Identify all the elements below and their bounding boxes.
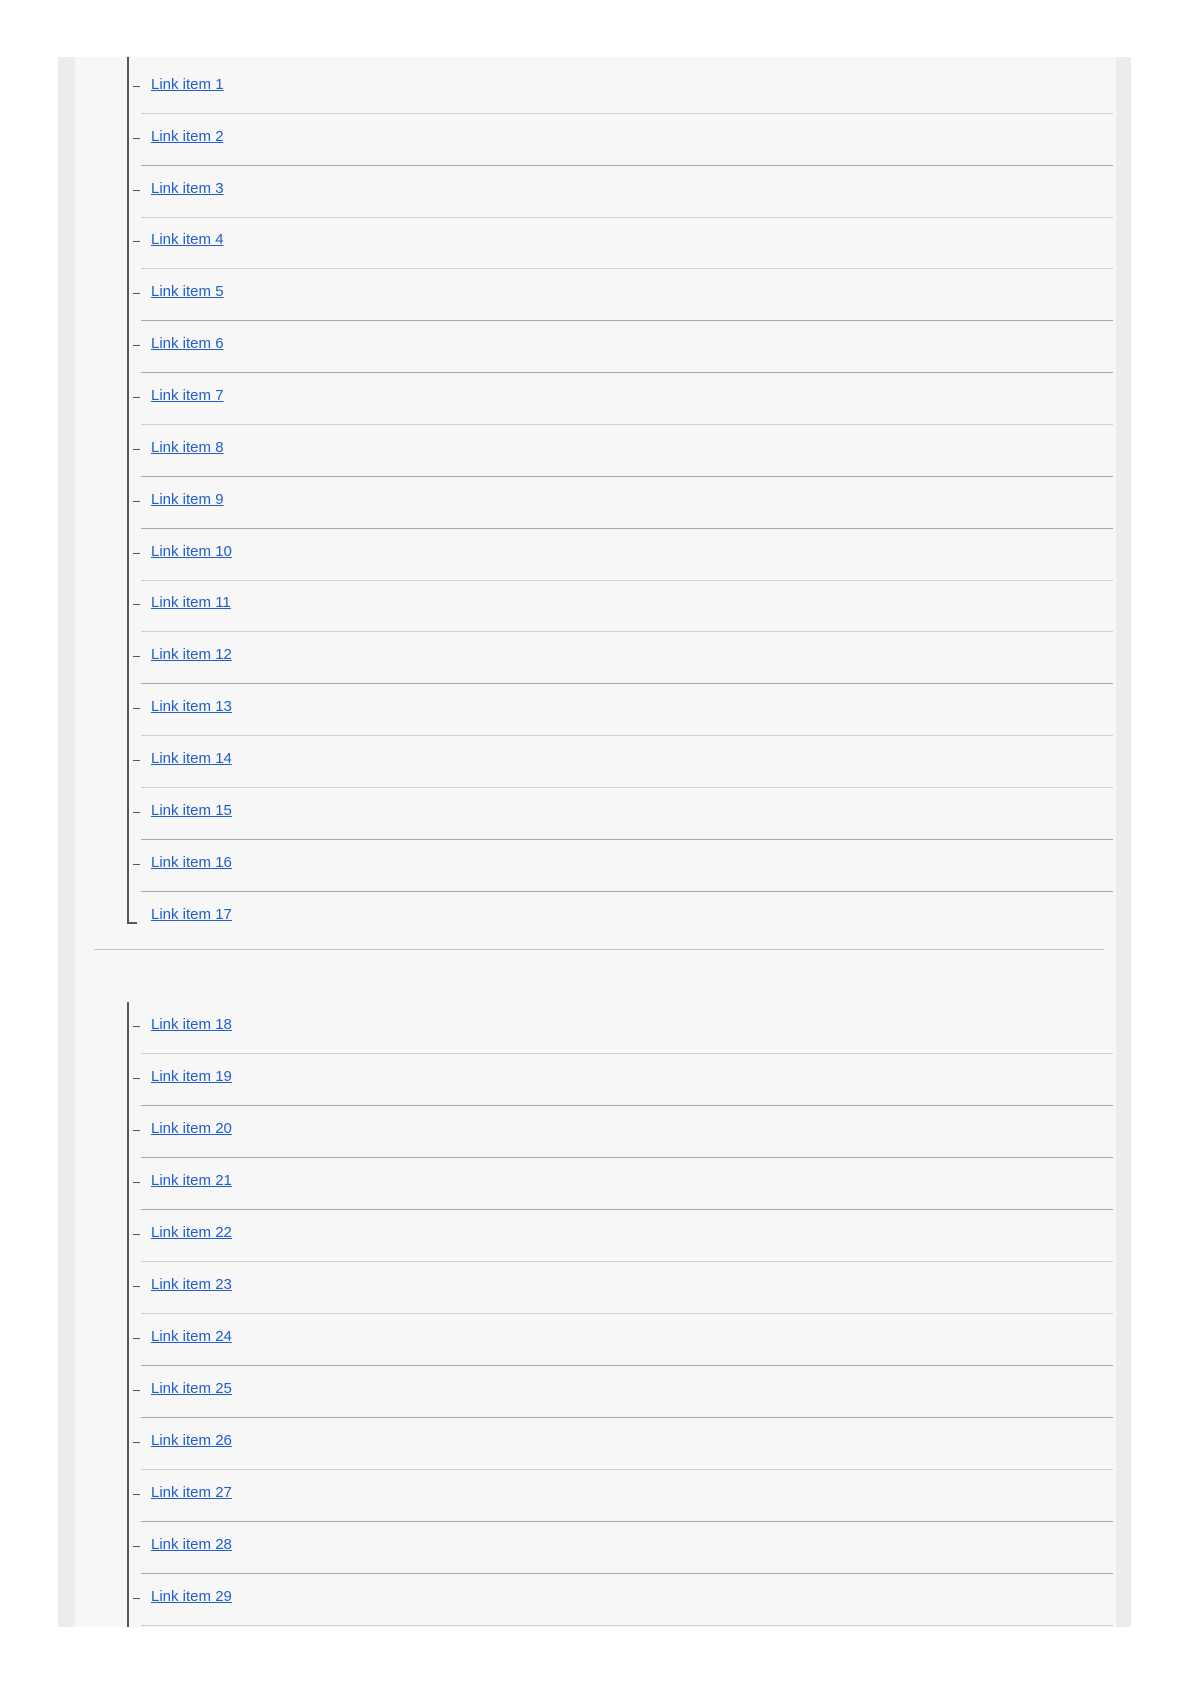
list-item <box>141 892 1113 928</box>
list-item <box>141 529 1113 581</box>
list-item <box>141 1106 1113 1158</box>
tree-tick <box>133 397 140 398</box>
list-item <box>141 580 1113 632</box>
list-link[interactable]: Link item 27 <box>151 1484 232 1501</box>
list-link[interactable]: Link item 15 <box>151 802 232 819</box>
list-link[interactable]: Link item 6 <box>151 335 224 352</box>
list-item <box>141 166 1113 218</box>
list-link[interactable]: Link item 22 <box>151 1224 232 1241</box>
list-item <box>141 373 1113 425</box>
tree-tick <box>133 760 140 761</box>
tree-tick <box>133 190 140 191</box>
tree-tick <box>133 293 140 294</box>
list-item <box>141 1574 1113 1626</box>
tree-tick <box>133 86 140 87</box>
list-link[interactable]: Link item 14 <box>151 750 232 767</box>
list-link[interactable]: Link item 11 <box>151 594 231 611</box>
list-link[interactable]: Link item 29 <box>151 1588 232 1605</box>
list-link[interactable]: Link item 7 <box>151 387 224 404</box>
list-link[interactable]: Link item 1 <box>151 76 224 93</box>
list-item <box>141 1054 1113 1106</box>
list-link[interactable]: Link item 12 <box>151 646 232 663</box>
list-link[interactable]: Link item 10 <box>151 543 232 560</box>
tree-tick <box>133 1130 140 1131</box>
tree-tick <box>133 1546 140 1547</box>
list-link[interactable]: Link item 23 <box>151 1276 232 1293</box>
content-panel <box>75 57 1116 1627</box>
tree-line-group-2 <box>127 1002 129 1627</box>
list-item <box>141 1210 1113 1262</box>
row-separator <box>141 1625 1113 1626</box>
list-link[interactable]: Link item 3 <box>151 180 224 197</box>
list-item <box>141 477 1113 529</box>
tree-tick <box>133 1442 140 1443</box>
list-item <box>141 788 1113 840</box>
list-item <box>141 62 1113 114</box>
tree-tick <box>133 708 140 709</box>
tree-tick <box>133 501 140 502</box>
list-link[interactable]: Link item 9 <box>151 491 224 508</box>
tree-tick <box>133 1494 140 1495</box>
tree-tick <box>133 1078 140 1079</box>
list-link[interactable]: Link item 26 <box>151 1432 232 1449</box>
tree-tick <box>133 1182 140 1183</box>
list-link[interactable]: Link item 4 <box>151 231 224 248</box>
list-item <box>141 1002 1113 1054</box>
list-item <box>141 736 1113 788</box>
list-link[interactable]: Link item 17 <box>151 906 232 923</box>
list-link[interactable]: Link item 2 <box>151 128 224 145</box>
list-link[interactable]: Link item 20 <box>151 1120 232 1137</box>
list-item <box>141 1366 1113 1418</box>
list-item <box>141 321 1113 373</box>
tree-tick <box>133 812 140 813</box>
tree-tick <box>133 345 140 346</box>
list-item <box>141 217 1113 269</box>
list-item <box>141 269 1113 321</box>
tree-corner-group-1 <box>127 922 137 924</box>
tree-tick <box>133 1390 140 1391</box>
tree-tick <box>133 1338 140 1339</box>
tree-tick <box>133 1598 140 1599</box>
tree-line-group-1 <box>127 57 129 923</box>
tree-tick <box>133 864 140 865</box>
list-item <box>141 425 1113 477</box>
list-item <box>141 684 1113 736</box>
tree-tick <box>133 1234 140 1235</box>
tree-tick <box>133 1026 140 1027</box>
list-link[interactable]: Link item 21 <box>151 1172 232 1189</box>
list-link[interactable]: Link item 5 <box>151 283 224 300</box>
list-item <box>141 1522 1113 1574</box>
tree-tick <box>133 1286 140 1287</box>
list-item <box>141 1158 1113 1210</box>
list-item <box>141 1314 1113 1366</box>
tree-tick <box>133 604 140 605</box>
list-item <box>141 1470 1113 1522</box>
list-link[interactable]: Link item 25 <box>151 1380 232 1397</box>
list-link[interactable]: Link item 8 <box>151 439 224 456</box>
list-item <box>141 1418 1113 1470</box>
list-link[interactable]: Link item 18 <box>151 1016 232 1033</box>
tree-tick <box>133 656 140 657</box>
list-link[interactable]: Link item 24 <box>151 1328 232 1345</box>
list-link[interactable]: Link item 16 <box>151 854 232 871</box>
list-item <box>141 1262 1113 1314</box>
section-divider <box>94 949 1104 950</box>
tree-tick <box>133 138 140 139</box>
tree-tick <box>133 241 140 242</box>
list-item <box>141 632 1113 684</box>
tree-tick <box>133 553 140 554</box>
list-link[interactable]: Link item 13 <box>151 698 232 715</box>
list-link[interactable]: Link item 19 <box>151 1068 232 1085</box>
list-item <box>141 114 1113 166</box>
list-item <box>141 840 1113 892</box>
tree-tick <box>133 449 140 450</box>
list-link[interactable]: Link item 28 <box>151 1536 232 1553</box>
